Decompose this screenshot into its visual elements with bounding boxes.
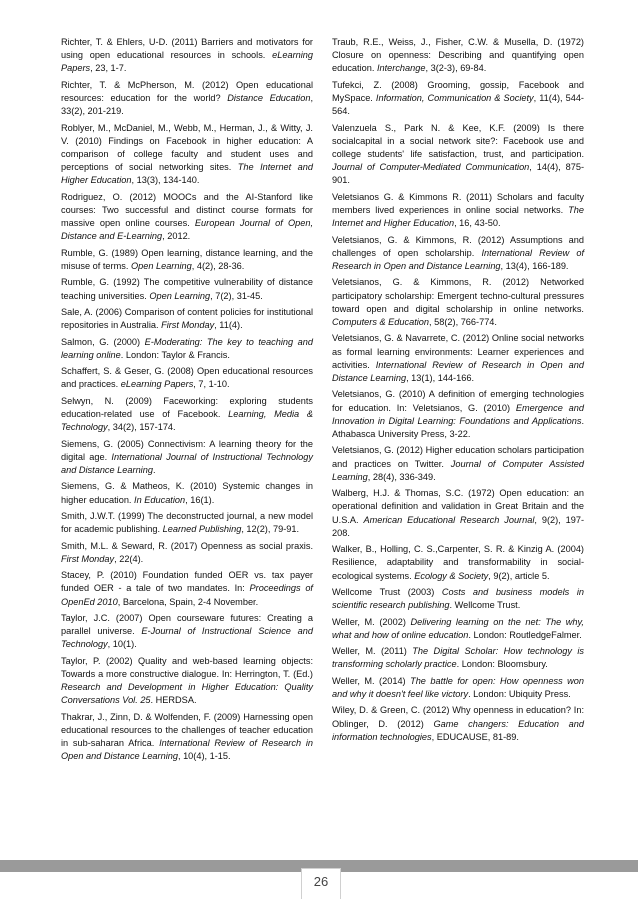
page-number: 26 [313, 874, 329, 889]
reference-entry: Rodriguez, O. (2012) MOOCs and the AI-Stanford like courses: Two successful and distinct course formats for massive open online courses. European Journal of Open, Distance and E-Learning, 2012. [61, 191, 313, 242]
reference-entry: Rumble, G. (1989) Open learning, distance learning, and the misuse of terms. Open Learning, 4(2), 28-36. [61, 247, 313, 271]
left-reference-column [61, 36, 313, 767]
reference-entry: Smith, J.W.T. (1999) The deconstructed journal, a new model for academic publishing. Learned Publishing, 12(2), 79-91. [61, 510, 313, 535]
reference-entry: Veletsianos, G. & Kimmons, R. (2012) Networked participatory scholarship: Emergent techno-cultural pressures toward open and digital scholarship in online networks. Computers & Education, 58(2), 766-774. [332, 277, 584, 327]
reference-entry: Weller, M. (2002) Delivering learning on the net: The why, what and how of online education. London: RoutledgeFalmer. [332, 616, 584, 640]
reference-entry: Walberg, H.J. & Thomas, S.C. (1972) Open education: an operational definition and validation in Great Britain and the U.S.A. American Educational Research Journal, 9(2), 197-208. [332, 488, 584, 538]
reference-entry: Thakrar, J., Zinn, D. & Wolfenden, F. (2009) Harnessing open educational resources to the challenges of teacher education in sub-saharan Africa. International Review of Research in Open and Distance Learning, 10(4), 1-15. [61, 711, 313, 762]
reference-entry: Veletsianos, G. & Navarrete, C. (2012) Online social networks as formal learning environments: Learner experiences and activities. International Review of Research in Open and Distance Learning, 13(1), 144-166. [332, 333, 584, 383]
reference-entry: Weller, M. (2014) The battle for open: How openness won and why it doesn't feel like victory. London: Ubiquity Press. [332, 675, 584, 699]
reference-entry: Taylor, P. (2002) Quality and web-based learning objects: Towards a more constructive dialogue. In: Herrington, T. (Ed.) Research and Development in Higher Education: Quality Conversations Vol. 25. HERDSA. [61, 655, 313, 706]
reference-entry: Rumble, G. (1992) The competitive vulnerability of distance teaching universities. Open Learning, 7(2), 31-45. [61, 277, 313, 301]
reference-entry: Taylor, J.C. (2007) Open courseware futures: Creating a parallel universe. E-Journal of Instructional Science and Technology, 10(1). [61, 612, 313, 650]
reference-entry: Walker, B., Holling, C. S.,Carpenter, S. R. & Kinzig A. (2004) Resilience, adaptability and transformability in social-ecological systems. Ecology & Society, 9(2), article 5. [332, 544, 584, 581]
reference-entry: Wellcome Trust (2003) Costs and business models in scientific research publishing. Wellcome Trust. [332, 586, 584, 611]
reference-entry: Siemens, G. & Matheos, K. (2010) Systemic changes in higher education. In Education, 16(1). [61, 481, 313, 505]
reference-entry: Veletsianos G. & Kimmons R. (2011) Scholars and faculty members lived experiences in online social networks. The Internet and Higher Education, 16, 43-50. [332, 191, 584, 229]
reference-entry: Siemens, G. (2005) Connectivism: A learning theory for the digital age. International Journal of Instructional Technology and Distance Learning. [61, 438, 313, 475]
reference-entry: Stacey, P. (2010) Foundation funded OER vs. tax payer funded OER - a tale of two mandates. In: Proceedings of OpenEd 2010, Barcelona, Spain, 2-4 November. [61, 570, 313, 607]
reference-entry: Sale, A. (2006) Comparison of content policies for institutional repositories in Australia. First Monday, 11(4). [61, 306, 313, 331]
reference-entry: Weller, M. (2011) The Digital Scholar: How technology is transforming scholarly practice. London: Bloomsbury. [332, 646, 584, 670]
reference-entry: Veletsianos, G. (2012) Higher education scholars participation and practices on Twitter. Journal of Computer Assisted Learning, 28(4), 336-349. [332, 445, 584, 482]
reference-entry: Smith, M.L. & Seward, R. (2017) Openness as social praxis. First Monday, 22(4). [61, 540, 313, 564]
reference-entry: Schaffert, S. & Geser, G. (2008) Open educational resources and practices. eLearning Papers, 7, 1-10. [61, 366, 313, 390]
reference-entry: Roblyer, M., McDaniel, M., Webb, M., Herman, J., & Witty, J. V. (2010) Findings on Facebook in higher education: A comparison of college faculty and student uses and perceptions of social networking sites. The Internet and Higher Education, 13(3), 134-140. [61, 122, 313, 186]
reference-entry: Wiley, D. & Green, C. (2012) Why openness in education? In: Oblinger, D. (2012) Game changers: Education and information technologies, EDUCAUSE, 81-89. [332, 705, 584, 742]
reference-entry: Richter, T. & McPherson, M. (2012) Open educational resources: education for the world? Distance Education, 33(2), 201-219. [61, 79, 313, 117]
reference-entry: Tufekci, Z. (2008) Grooming, gossip, Facebook and MySpace. Information, Communication & Society, 11(4), 544-564. [332, 79, 584, 117]
reference-entry: Veletsianos, G. & Kimmons, R. (2012) Assumptions and challenges of open scholarship. International Review of Research in Open and Distance Learning, 13(4), 166-189. [332, 234, 585, 271]
reference-entry: Veletsianos, G. (2010) A definition of emerging technologies for education. In: Veletsianos, G. (2010) Emergence and Innovation in Digital Learning: Foundations and Applications. Athabasca University Press, 3-22. [332, 389, 584, 439]
reference-entry: Traub, R.E., Weiss, J., Fisher, C.W. & Musella, D. (1972) Closure on openness: Describing and quantifying open education. Interchange, 3(2-3), 69-84. [332, 37, 584, 74]
reference-entry: Richter, T. & Ehlers, U-D. (2011) Barriers and motivators for using open educational resources in schools. eLearning Papers, 23, 1-7. [61, 37, 313, 74]
right-reference-column [332, 36, 584, 747]
reference-entry: Selwyn, N. (2009) Faceworking: exploring students education-related use of Facebook. Learning, Media & Technology, 34(2), 157-174. [61, 395, 313, 433]
reference-entry: Valenzuela S., Park N. & Kee, K.F. (2009) Is there socialcapital in a social network site?: Facebook use and college students' life satisfaction, trust, and participation. Journal of Computer-Mediated Communication, 14(4), 875-901. [332, 122, 584, 186]
reference-entry: Salmon, G. (2000) E-Moderating: The key to teaching and learning online. London: Taylor & Francis. [61, 336, 313, 360]
